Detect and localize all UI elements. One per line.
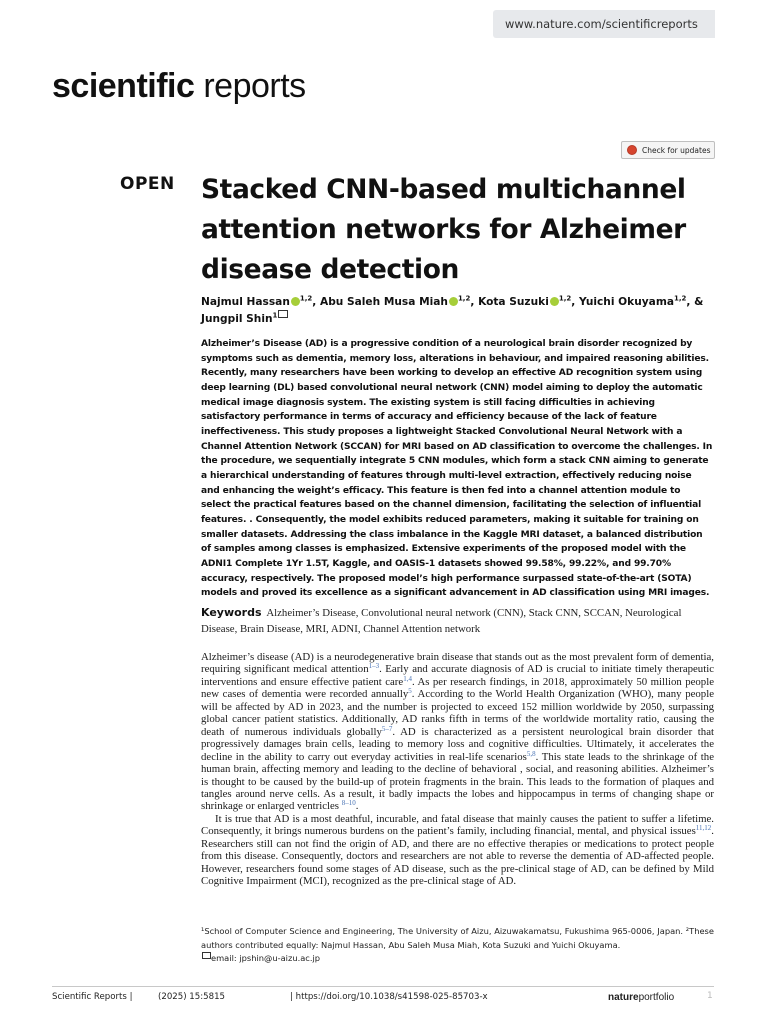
orcid-icon[interactable]: [449, 297, 458, 306]
journal-url[interactable]: www.nature.com/scientificreports: [493, 10, 715, 38]
page-number: 1: [707, 991, 713, 1001]
citation-ref[interactable]: 1,4: [403, 674, 412, 683]
footer-publisher: [608, 992, 674, 1003]
journal-logo-light: reports: [194, 67, 306, 105]
open-access-label: OPEN: [120, 174, 175, 194]
footer-volume: (2025) 15:5815: [158, 992, 226, 1002]
citation-ref[interactable]: 8–10: [341, 799, 356, 808]
author-affiliation-sup: 1,2: [674, 294, 687, 303]
orcid-icon[interactable]: [291, 297, 300, 306]
author-affiliation-sup: 1,2: [457, 294, 471, 303]
author-list: Najmul Hassan $^{1,2}$, Abu Saleh Musa Miah $^{1,2}$, Kota Suzuki $^{1,2}$, Yuichi Okuyama$^{1,2}$, & Jungpil Shin$^1$: [201, 294, 704, 325]
author-affiliation-sup: 1: [272, 311, 278, 320]
footer-doi[interactable]: | https://doi.org/10.1038/s41598-025-85703-x: [290, 992, 488, 1002]
citation-ref[interactable]: 1–3: [368, 662, 380, 671]
journal-logo-bold: scientific: [52, 67, 195, 105]
footer-divider: [52, 986, 714, 987]
citation-ref[interactable]: 11,12: [695, 824, 712, 833]
envelope-icon[interactable]: [278, 310, 288, 318]
footer-publisher-bold: nature: [608, 992, 639, 1003]
abstract: Alzheimer’s Disease (AD) is a progressive condition of a neurological brain disorder recognized by symptoms such as dementia, memory loss, alterations in behaviour, and impaired reasoning abilities. Recently, many researchers have been working to develop an effective AD recognition system using deep learning (DL) based convolutional neural network (CNN) model aiming to deploy the automatic medical image diagnosis system. The existing system is still facing difficulties in achieving satisfactory performance in terms of accuracy and efficiency because of the lack of feature ineffectiveness. This study proposes a lightweight Stacked Convolutional Neural Network with a Channel Attention Network (SCCAN) for MRI based on AD classification to overcome the challenges. In the procedure, we sequentially integrate 5 CNN modules, which form a stack CNN aiming to generate a hierarchical understanding of features through multi-level extraction, effectively reducing noise and enhancing the weight’s efficacy. This feature is then fed into a channel attention module to select the practical features based on the channel dimension, facilitating the selection of influential features. . Consequently, the model exhibits reduced parameters, making it suitable for training on smaller datasets. Addressing the class imbalance in the Kaggle MRI dataset, a balanced distribution of samples among classes is emphasized. Extensive experiments of the proposed model with the ADNI1 Complete 1Yr 1.5T, Kaggle, and OASIS-1 datasets showed 99.58%, 99.22%, and 99.70% accuracy, respectively. The proposed model’s high performance surpassed state-of-the-art (SOTA) models and proved its excellence as a significant advancement in AD classification using MRI images.: [201, 339, 713, 599]
footer-journal: Scientific Reports |: [52, 992, 133, 1002]
body-text: [201, 651, 714, 888]
author-affiliation-sup: 1,2: [299, 294, 313, 303]
intro-paragraph-1: Alzheimer’s disease (AD) is a neurodegenerative brain disease that stands out as the most prevalent form of dementia, requiring significant medical attention$^{1-3}$. Early and accurate diagnosis of AD is crucial to initiate timely therapeutic interventions and ensure effective patient care$^{1,4}$. As per research findings, in 2018, approximately 50 million people new cases of dementia were recorded annually$^5$. According to the World Health Organization (WHO), many people will be affected by AD in 2023, and the number is projected to exceed 152 million worldwide by 2050, surpassing global cancer patient statistics. Additionally, AD ranks fifth in terms of the worldwide mortality ratio, causing the death of numerous individuals globally$^{5-7}$. AD is characterized as a persistent neurological brain disorder that progressively damages brain cells, leading to memory loss and cognitive difficulties. Ultimately, it accelerates the decline in the ability to carry out everyday activities in real-life scenarios$^{5,8}$. This state leads to the shrinkage of the human brain, affecting memory and leading to the decline of behavioral , social, and reasoning abilities. Alzheimer’s is thought to be caused by the build-up of protein fragments in the brain. This leads to the formation of plaques and tangles around nerve cells. As a result, it badly impacts the lobes and hippocampus in terms of changing shape or shrinkage or enlarged ventricles $^{8-10}$.: [201, 651, 715, 813]
author-name: Yuichi Okuyama: [578, 296, 675, 308]
keywords-label: Keywords: [201, 606, 262, 619]
orcid-icon[interactable]: [550, 297, 559, 306]
intro-paragraph-2: It is true that AD is a most deathful, incurable, and fatal disease that mainly causes the patient to suffer a lifetime. Consequently, it brings numerous burdens on the patient’s family, including financial, mental, and physical issues$^{11,12}$. Researchers still can not find the origin of AD, and there are no effective therapies or medications to protect people from this disease. Consequently, doctors and researchers are not able to reverse the dementia of AD-affected people. However, researchers found some stages of AD disease, such as the pre-clinical stage of AD, can be defined by Mild Cognitive Impairment (MCI), recognized as the pre-clinical stage of AD.: [201, 812, 714, 888]
author-name: Kota Suzuki: [478, 296, 549, 308]
article-title: Stacked CNN-based multichannel attention networks for Alzheimer disease detection: [201, 174, 686, 285]
keywords: [201, 605, 711, 637]
author-affiliation-sup: 1,2: [558, 294, 572, 303]
author-name: Najmul Hassan: [201, 296, 290, 308]
author-name: Abu Saleh Musa Miah: [320, 296, 448, 308]
footer-publisher-light: portfolio: [638, 992, 675, 1003]
affiliations: [201, 925, 714, 966]
check-for-updates-label: Check for updates: [642, 146, 711, 155]
citation-ref[interactable]: 5–7: [381, 724, 393, 733]
crossmark-icon: [627, 145, 637, 155]
citation-ref[interactable]: 5,8: [526, 749, 536, 758]
affiliation-text: ¹School of Computer Science and Engineering, The University of Aizu, Aizuwakamatsu, Fukushima 965-0006, Japan. ²These authors contributed equally: Najmul Hassan, Abu Saleh Musa Miah, Kota Suzuki and Yuichi Okuyama.: [201, 926, 714, 950]
envelope-icon: [202, 952, 211, 959]
author-name: Jungpil Shin: [201, 313, 273, 325]
corresponding-email[interactable]: email: jpshin@u-aizu.ac.jp: [211, 953, 321, 963]
keywords-list: Alzheimer’s Disease, Convolutional neural network (CNN), Stack CNN, SCCAN, Neurological Disease, Brain Disease, MRI, ADNI, Channel Attention network: [201, 607, 682, 635]
citation-ref[interactable]: 5: [408, 687, 412, 696]
journal-logo: [52, 66, 306, 106]
check-for-updates-button[interactable]: [621, 141, 715, 159]
